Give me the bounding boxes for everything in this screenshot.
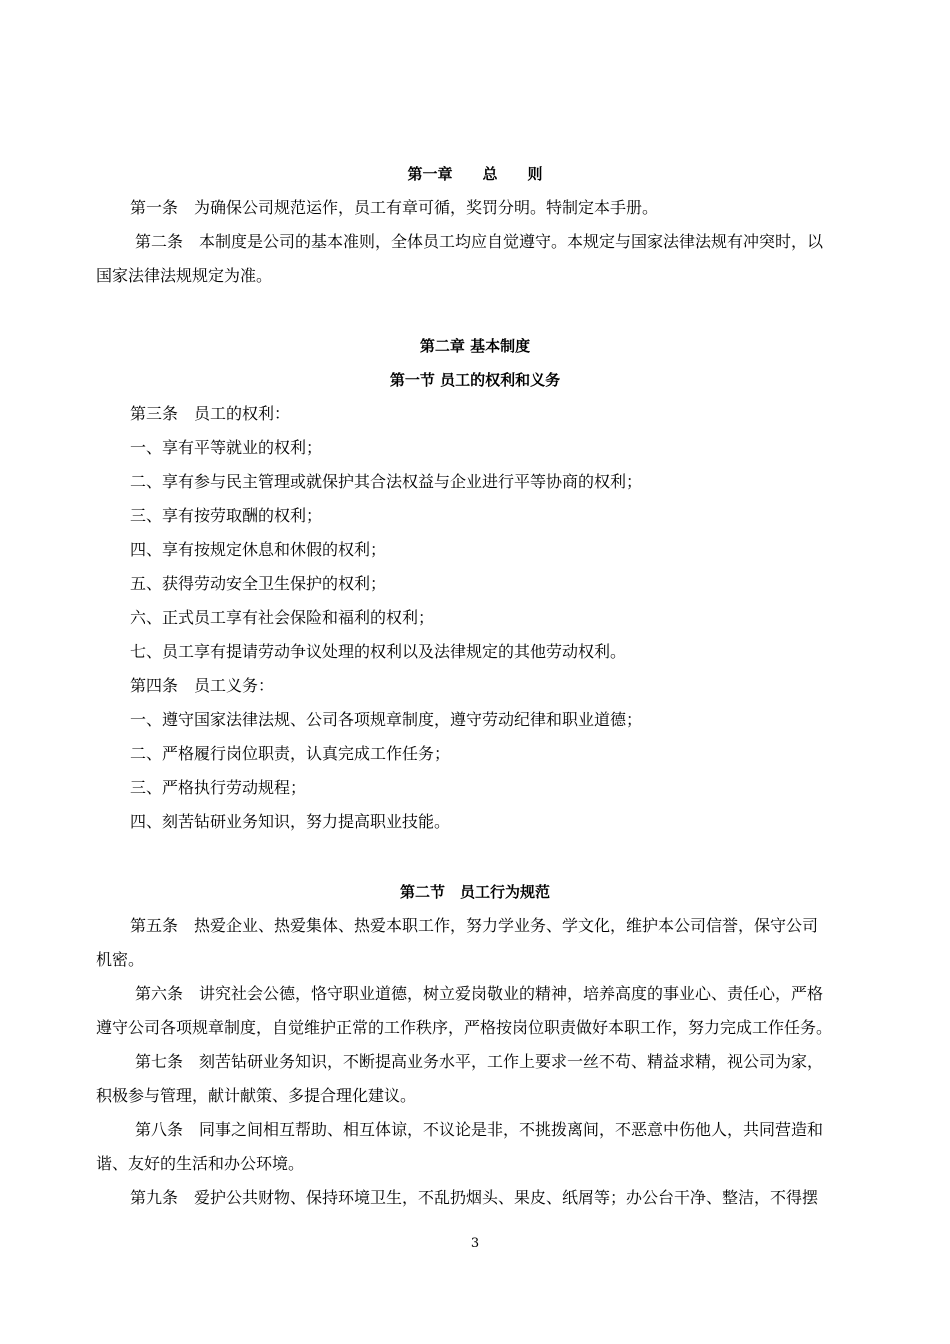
rights-item: 一、享有平等就业的权利；	[130, 438, 323, 457]
rights-item: 五、获得劳动安全卫生保护的权利；	[130, 574, 387, 593]
article-1: 第一条 为确保公司规范运作，员工有章可循，奖罚分明。特制定本手册。	[130, 198, 659, 217]
chapter2-title: 第二章 基本制度	[419, 337, 531, 355]
article-2-line-2: 国家法律法规规定为准。	[96, 266, 273, 285]
duties-item: 三、严格执行劳动规程；	[130, 778, 307, 797]
article-4-title: 第四条 员工义务：	[130, 676, 275, 695]
article-2-line-1: 第二条 本制度是公司的基本准则，全体员工均应自觉遵守。本规定与国家法律法规有冲突时，以	[135, 232, 824, 251]
article-8-line-1: 第八条 同事之间相互帮助、相互体谅，不议论是非，不挑拨离间，不恶意中伤他人，共同营造和	[135, 1120, 824, 1139]
article-7-line-1: 第七条 刻苦钻研业务知识，不断提高业务水平，工作上要求一丝不苟、精益求精，视公司为家，	[135, 1052, 824, 1071]
rights-item: 三、享有按劳取酬的权利；	[130, 506, 323, 525]
article-8-line-2: 谐、友好的生活和办公环境。	[96, 1154, 305, 1173]
article-5-line-1: 第五条 热爱企业、热爱集体、热爱本职工作，努力学业务、学文化，维护本公司信誉，保守公司	[130, 916, 819, 935]
rights-item: 四、享有按规定休息和休假的权利；	[130, 540, 387, 559]
page-number: 3	[470, 1236, 480, 1251]
rights-item: 二、享有参与民主管理或就保护其合法权益与企业进行平等协商的权利；	[130, 472, 643, 491]
article-7-line-2: 积极参与管理，献计献策、多提合理化建议。	[96, 1086, 417, 1105]
section2-title: 第二节 员工行为规范	[399, 883, 550, 901]
rights-item: 七、员工享有提请劳动争议处理的权利以及法律规定的其他劳动权利。	[130, 642, 627, 661]
article-9-line-1: 第九条 爱护公共财物、保持环境卫生，不乱扔烟头、果皮、纸屑等；办公台干净、整洁，不得摆	[130, 1188, 819, 1207]
article-6-line-2: 遵守公司各项规章制度，自觉维护正常的工作秩序，严格按岗位职责做好本职工作，努力完成工作任务。	[96, 1018, 833, 1037]
article-3-title: 第三条 员工的权利：	[130, 404, 291, 423]
duties-item: 一、遵守国家法律法规、公司各项规章制度，遵守劳动纪律和职业道德；	[130, 710, 643, 729]
article-5-line-2: 机密。	[96, 950, 145, 969]
article-6-line-1: 第六条 讲究社会公德，恪守职业道德，树立爱岗敬业的精神，培养高度的事业心、责任心，严格	[135, 984, 824, 1003]
chapter1-title: 第一章 总 则	[407, 165, 543, 183]
rights-item: 六、正式员工享有社会保险和福利的权利；	[130, 608, 435, 627]
duties-item: 四、刻苦钻研业务知识，努力提高职业技能。	[130, 812, 451, 831]
section1-title: 第一节 员工的权利和义务	[389, 371, 561, 389]
duties-item: 二、严格履行岗位职责，认真完成工作任务；	[130, 744, 451, 763]
